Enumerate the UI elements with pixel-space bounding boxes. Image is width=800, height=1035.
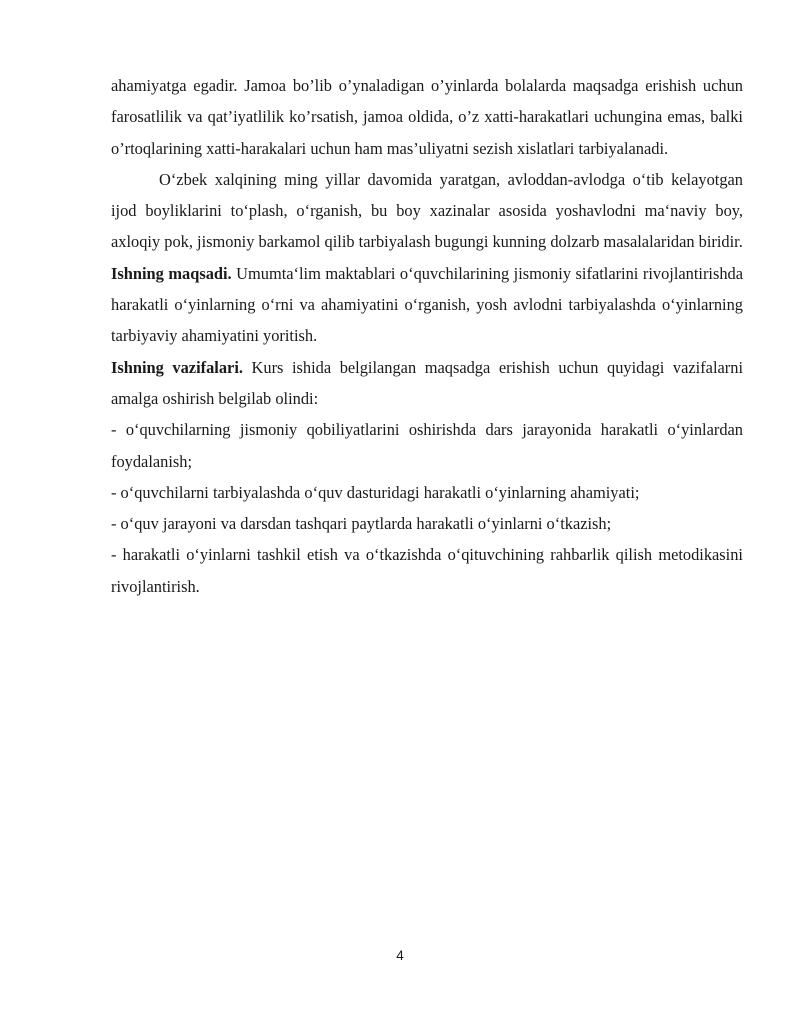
tasks-heading: Ishning vazifalari.	[111, 357, 243, 377]
tasks-text: Kurs ishida belgilangan maqsadga erishish uchun quyidagi vazifalarni amalga oshirish belgilab olindi:	[111, 357, 743, 408]
document-body	[111, 70, 743, 602]
paragraph-goal	[111, 258, 743, 352]
goal-text: Umumta‘lim maktablari o‘quvchilarining jismoniy sifatlarini rivojlantirishda harakatli o‘yinlarning o‘rni va ahamiyatini o‘rganish, yosh avlodni tarbiyalashda o‘yinlarning tarbiyaviy ahamiyatini yoritish.	[111, 263, 744, 346]
paragraph-uzbek-heritage: O‘zbek xalqining ming yillar davomida yaratgan, avloddan-avlodga o‘tib kelayotgan ijod boyliklarini to‘plash, o‘rganish, bu boy xazinalar asosida yoshavlodni ma‘naviy boy, axloqiy pok, jismoniy barkamol qilib tarbiyalash bugungi kunning dolzarb masalalaridan biridir.	[111, 169, 743, 252]
goal-heading: Ishning maqsadi.	[111, 263, 232, 283]
page-number: 4	[396, 948, 404, 963]
task-list-item: - o‘quv jarayoni va darsdan tashqari paytlarda harakatli o‘yinlarni o‘tkazish;	[111, 514, 612, 534]
task-list-item: - harakatli o‘yinlarni tashkil etish va o‘tkazishda o‘qituvchining rahbarlik qilish metodikasini rivojlantirish.	[111, 545, 743, 596]
task-list-item: - o‘quvchilarni tarbiyalashda o‘quv dasturidagi harakatli o‘yinlarning ahamiyati;	[111, 482, 640, 502]
paragraph-intro-continuation: ahamiyatga egadir. Jamoa bo’lib o’ynaladigan o’yinlarda bolalarda maqsadga erishish uchun farosatlilik va qat’iyatlilik ko’rsatish, jamoa oldida, o’z xatti-harakatlari uchungina emas, balki o’rtoqlarining xatti-harakalari uchun ham mas’uliyatni sezish xislatlari tarbiyalanadi.	[111, 76, 743, 158]
paragraph-tasks	[111, 352, 743, 415]
task-list-item: - o‘quvchilarning jismoniy qobiliyatlarini oshirishda dars jarayonida harakatli o‘yinlardan foydalanish;	[111, 420, 743, 471]
